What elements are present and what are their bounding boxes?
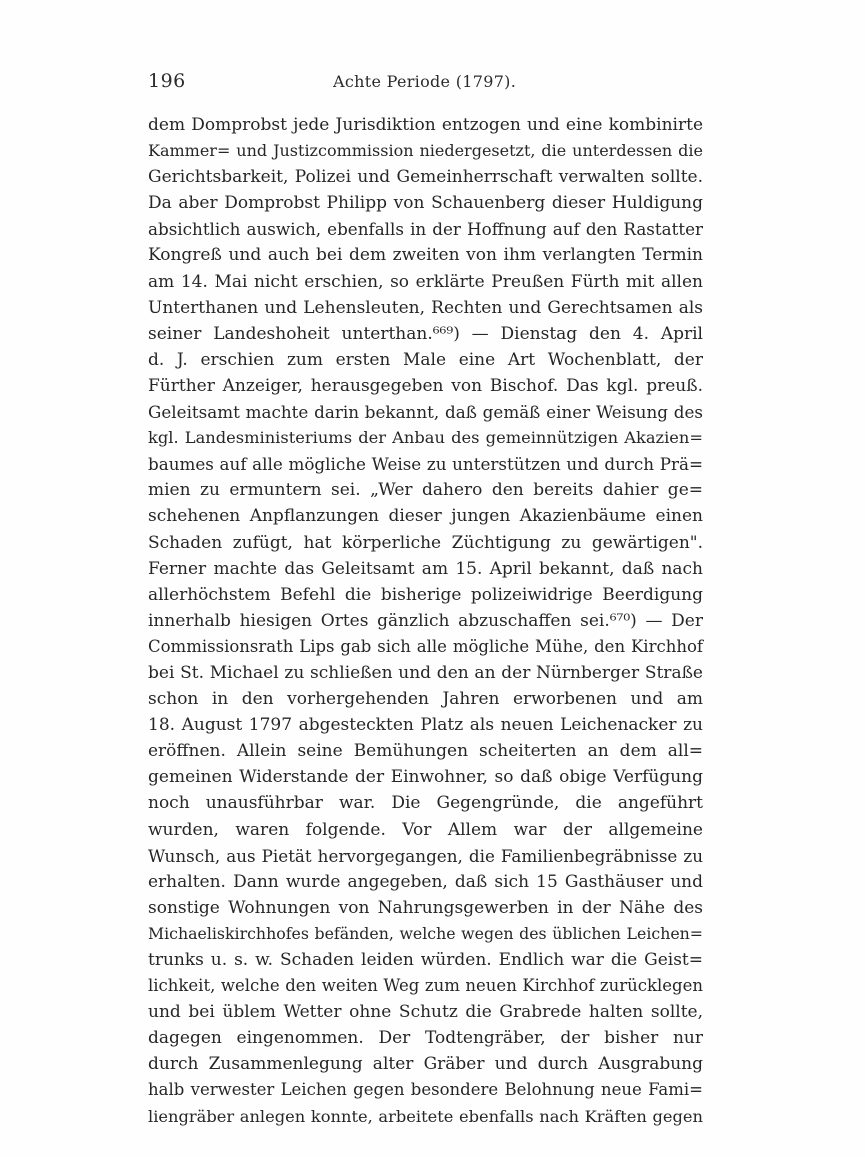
text-line: Schaden zufügt, hat körperliche Züchtigung zu gewärtigen". [148,532,703,553]
text-line: am 14. Mai nicht erschien, so erklärte Preußen Fürth mit allen [148,271,703,292]
text-line: bei St. Michael zu schließen und den an der Nürnberger Straße [148,662,703,683]
text-line: Michaeliskirchhofes befänden, welche wegen des üblichen Leichen= [148,923,703,943]
text-line: absichtlich auswich, ebenfalls in der Hoffnung auf den Rastatter [148,219,703,240]
body-text [148,112,703,1130]
text-line: eröffnen. Allein seine Bemühungen scheiterten an dem all= [148,741,703,762]
text-line: Unterthanen und Lehensleuten, Rechten und Gerechtsamen als [148,297,703,318]
text-line: mien zu ermuntern sei. „Wer dahero den bereits dahier ge= [148,480,703,501]
page-number: 196 [148,70,186,92]
text-line: allerhöchstem Befehl die bisherige polizeiwidrige Beerdigung [148,584,703,605]
text-line: erhalten. Dann wurde angegeben, daß sich 15 Gasthäuser und [148,871,703,892]
text-line: Wunsch, aus Pietät hervorgegangen, die Familienbegräbnisse zu [148,845,703,866]
text-line: Gerichtsbarkeit, Polizei und Gemeinherrschaft verwalten sollte. [148,167,703,188]
text-line: d. J. erschien zum ersten Male eine Art Wochenblatt, der [148,349,703,370]
text-line: durch Zusammenlegung alter Gräber und durch Ausgrabung [148,1054,703,1075]
text-line: schon in den vorhergehenden Jahren erworbenen und am [148,689,703,710]
text-line: wurden, waren folgende. Vor Allem war der allgemeine [148,819,703,840]
text-line: Commissionsrath Lips gab sich alle mögliche Mühe, den Kirchhof [148,636,703,656]
text-line: sonstige Wohnungen von Nahrungsgewerben in der Nähe des [148,897,703,918]
text-line: lichkeit, welche den weiten Weg zum neuen Kirchhof zurücklegen [148,976,703,996]
text-line: Ferner machte das Geleitsamt am 15. April bekannt, daß nach [148,558,703,579]
text-line: Geleitsamt machte darin bekannt, daß gemäß einer Weisung des [148,402,703,423]
text-line: und bei üblem Wetter ohne Schutz die Grabrede halten sollte, [148,1002,703,1023]
text-line: dagegen eingenommen. Der Todtengräber, der bisher nur [148,1028,703,1049]
text-line: dem Domprobst jede Jurisdiktion entzogen und eine kombinirte [148,115,703,135]
text-line: Fürther Anzeiger, herausgegeben von Bischof. Das kgl. preuß. [148,375,703,396]
text-line: gemeinen Widerstande der Einwohner, so daß obige Verfügung [148,767,703,788]
chapter-heading: Achte Periode (1797). [333,72,517,91]
text-line: seiner Landeshoheit unterthan.⁶⁶⁹) — Dienstag den 4. April [148,323,703,344]
running-head [148,70,703,96]
text-line: baumes auf alle mögliche Weise zu unterstützen und durch Prä= [148,454,703,475]
text-line: innerhalb hiesigen Ortes gänzlich abzuschaffen sei.⁶⁷⁰) — Der [148,610,703,631]
text-line: schehenen Anpflanzungen dieser jungen Akazienbäume einen [148,506,703,527]
text-line: Da aber Domprobst Philipp von Schauenberg dieser Huldigung [148,193,703,214]
text-line: noch unausführbar war. Die Gegengründe, die angeführt [148,793,703,814]
text-line: halb verwester Leichen gegen besondere Belohnung neue Fami= [148,1080,703,1100]
text-line: kgl. Landesministeriums der Anbau des gemeinnützigen Akazien= [148,428,703,448]
text-line: liengräber anlegen konnte, arbeitete ebenfalls nach Kräften gegen [148,1106,703,1126]
text-line: Kammer= und Justizcommission niedergesetzt, die unterdessen die [148,141,703,161]
text-line: Kongreß und auch bei dem zweiten von ihm verlangten Termin [148,245,703,266]
text-line: 18. August 1797 abgesteckten Platz als neuen Leichenacker zu [148,715,703,736]
text-line: trunks u. s. w. Schaden leiden würden. Endlich war die Geist= [148,950,703,970]
